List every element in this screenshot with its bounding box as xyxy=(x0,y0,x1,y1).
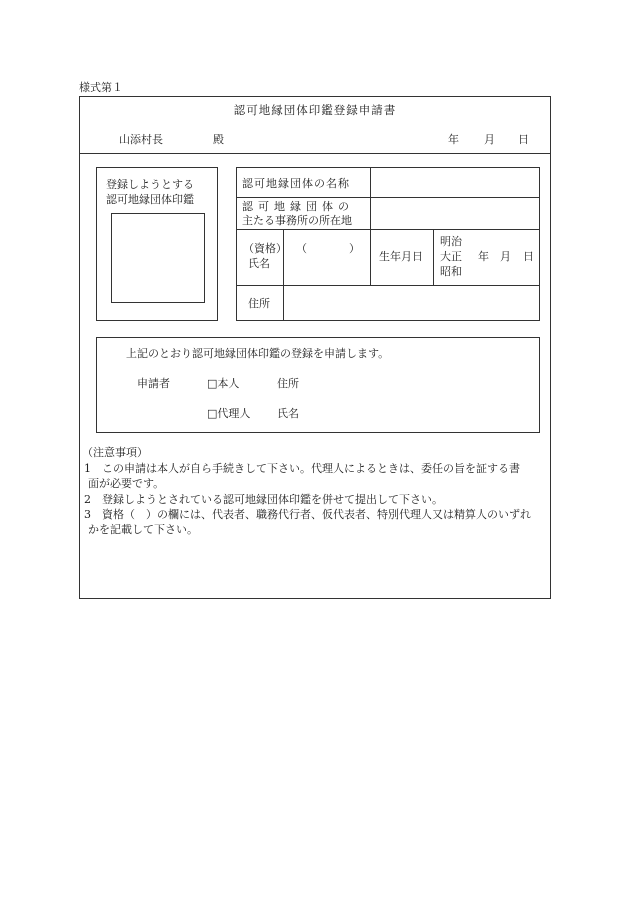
seal-label-line2: 認可地縁団体印鑑 xyxy=(106,193,194,206)
note-item: かを記載して下さい。 xyxy=(88,523,198,536)
applicant-name-label: 氏名 xyxy=(277,407,299,420)
note-item: 1 この申請は本人が自ら手続きして下さい。代理人によるときは、委任の旨を証する書 xyxy=(84,462,520,475)
addressee-name: 山添村長 xyxy=(119,133,163,146)
date-year-label: 年 xyxy=(448,133,459,146)
birth-day-label: 日 xyxy=(523,250,534,263)
org-name-field[interactable] xyxy=(371,168,539,197)
form-number-label: 様式第１ xyxy=(79,81,123,94)
qualification-label: （資格） xyxy=(243,242,287,255)
birth-month-label: 月 xyxy=(500,250,511,263)
date-month-label: 月 xyxy=(484,133,495,146)
self-checkbox[interactable]: □本人 xyxy=(207,377,240,390)
table-col-divider xyxy=(433,229,434,285)
addressee-honorific: 殿 xyxy=(213,133,224,146)
applicant-label: 申請者 xyxy=(137,377,170,390)
org-name-label: 認可地縁団体の名称 xyxy=(242,177,350,190)
office-address-field[interactable] xyxy=(371,198,539,229)
office-label-line1: 認可地縁団体の xyxy=(242,200,354,213)
address-field[interactable] xyxy=(284,286,539,320)
note-item: 2 登録しようとされている認可地縁団体印鑑を併せて提出して下さい。 xyxy=(84,493,443,506)
qualification-paren-close: ） xyxy=(349,242,360,255)
address-label: 住所 xyxy=(248,297,270,310)
date-day-label: 日 xyxy=(518,133,529,146)
table-row-divider xyxy=(236,229,540,230)
note-item: 3 資格（ ）の欄には、代表者、職務代行者、仮代表者、特別代理人又は精算人のいずれ xyxy=(84,508,531,521)
applicant-address-label: 住所 xyxy=(277,377,299,390)
seal-label-line1: 登録しようとする xyxy=(106,178,194,191)
form-title: 認可地縁団体印鑑登録申請書 xyxy=(233,103,397,117)
notes-heading: （注意事項） xyxy=(82,446,148,459)
note-item: 面が必要です。 xyxy=(88,477,165,490)
name-label: 氏名 xyxy=(248,257,270,270)
office-label-line2: 主たる事務所の所在地 xyxy=(242,214,352,227)
agent-checkbox[interactable]: □代理人 xyxy=(207,407,251,420)
qualification-paren-open: （ xyxy=(296,242,307,255)
table-col-divider xyxy=(370,229,371,285)
birth-year-label: 年 xyxy=(478,250,489,263)
birthdate-label: 生年月日 xyxy=(379,250,423,263)
era-taisho: 大正 xyxy=(440,250,462,263)
representative-name-field[interactable] xyxy=(284,230,370,285)
seal-impression-box[interactable] xyxy=(111,213,205,303)
header-divider xyxy=(79,153,551,154)
era-showa: 昭和 xyxy=(440,265,462,278)
application-statement: 上記のとおり認可地縁団体印鑑の登録を申請します。 xyxy=(126,347,390,360)
era-meiji: 明治 xyxy=(440,235,462,248)
